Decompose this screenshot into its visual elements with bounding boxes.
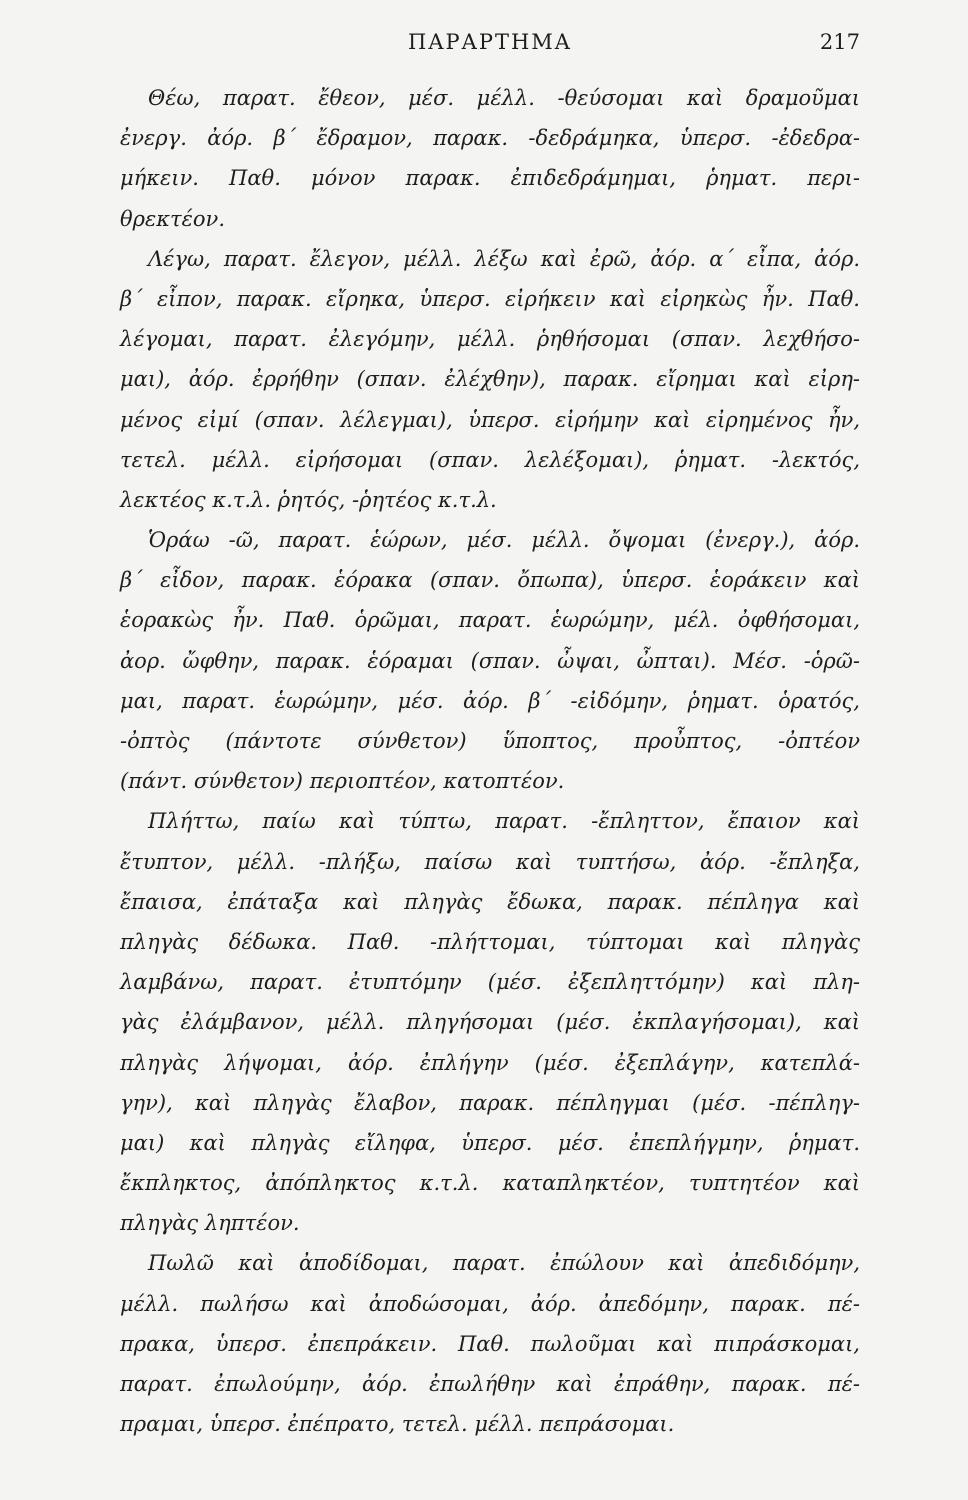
- text-line: γὰς ἐλάμβανον, μέλλ. πληγήσομαι (μέσ. ἐκπλαγήσομαι), καὶ: [120, 1010, 860, 1035]
- text-line: γην), καὶ πληγὰς ἔλαβον, παρακ. πέπληγμαι (μέσ. -πέπληγ-: [120, 1090, 860, 1115]
- text-line: μήκειν. Παθ. μόνον παρακ. ἐπιδεδράμημαι, ῥηματ. περι-: [120, 166, 860, 191]
- text-line: ἀορ. ὤφθην, παρακ. ἑόραμαι (σπαν. ὦψαι, ὦπται). Μέσ. -ὁρῶ-: [120, 648, 860, 673]
- text-line: Ὁράω -ῶ, παρατ. ἑώρων, μέσ. μέλλ. ὄψομαι (ἐνεργ.), ἀόρ.: [148, 528, 860, 553]
- running-title: ΠΑΡΑΡΤΗΜΑ: [408, 30, 572, 54]
- body-text: [120, 78, 860, 1444]
- text-line: Θέω, παρατ. ἔθεον, μέσ. μέλλ. -θεύσομαι καὶ δραμοῦμαι: [148, 86, 860, 110]
- text-line: μαι) καὶ πληγὰς εἴληφα, ὑπερσ. μέσ. ἐπεπλήγμην, ῥηματ.: [120, 1130, 860, 1155]
- text-line: μένος εἰμί (σπαν. λέλεγμαι), ὑπερσ. εἰρήμην καὶ εἰρημένος ἦν,: [120, 407, 860, 432]
- text-line: θρεκτέον.: [120, 206, 225, 231]
- text-line: πληγὰς ληπτέον.: [120, 1211, 300, 1236]
- text-line: Λέγω, παρατ. ἔλεγον, μέλλ. λέξω καὶ ἐρῶ, ἀόρ. α΄ εἶπα, ἀόρ.: [148, 246, 860, 271]
- text-line: μαι, παρατ. ἑωρώμην, μέσ. ἀόρ. β΄ -εἰδόμην, ῥηματ. ὁρατός,: [120, 688, 860, 713]
- text-line: ἔτυπτον, μέλλ. -πλήξω, παίσω καὶ τυπτήσω, ἀόρ. -ἔπληξα,: [120, 849, 860, 874]
- text-line: (πάντ. σύνθετον) περιοπτέον, κατοπτέον.: [120, 769, 565, 794]
- text-line: μαι), ἀόρ. ἐρρήθην (σπαν. ἐλέχθην), παρακ. εἴρημαι καὶ εἰρη-: [120, 367, 860, 392]
- text-line: πρακα, ὑπερσ. ἐπεπράκειν. Παθ. πωλοῦμαι καὶ πιπράσκομαι,: [120, 1331, 860, 1356]
- text-line: ἑορακὼς ἦν. Παθ. ὁρῶμαι, παρατ. ἑωρώμην, μέλ. ὀφθήσομαι,: [120, 608, 860, 633]
- text-line: ἔπαισα, ἐπάταξα καὶ πληγὰς ἔδωκα, παρακ. πέπληγα καὶ: [120, 889, 860, 914]
- text-line: πραμαι, ὑπερσ. ἐπέπρατο, τετελ. μέλλ. πεπράσομαι.: [120, 1412, 675, 1437]
- text-line: μέλλ. πωλήσω καὶ ἀποδώσομαι, ἀόρ. ἀπεδόμην, παρακ. πέ-: [120, 1291, 860, 1316]
- text-line: πληγὰς δέδωκα. Παθ. -πλήττομαι, τύπτομαι καὶ πληγὰς: [120, 929, 860, 954]
- text-line: Πλήττω, παίω καὶ τύπτω, παρατ. -ἔπληττον, ἔπαιον καὶ: [148, 809, 860, 834]
- page-header: [120, 30, 860, 60]
- text-line: β΄ εἶπον, παρακ. εἴρηκα, ὑπερσ. εἰρήκειν καὶ εἰρηκὼς ἦν. Παθ.: [120, 286, 860, 311]
- text-line: λαμβάνω, παρατ. ἐτυπτόμην (μέσ. ἐξεπληττόμην) καὶ πλη-: [120, 970, 860, 995]
- text-line: πληγὰς λήψομαι, ἀόρ. ἐπλήγην (μέσ. ἐξεπλάγην, κατεπλά-: [120, 1050, 860, 1075]
- text-line: β΄ εἶδον, παρακ. ἑόρακα (σπαν. ὄπωπα), ὑπερσ. ἑοράκειν καὶ: [120, 568, 860, 593]
- text-line: -ὀπτὸς (πάντοτε σύνθετον) ὕποπτος, προὖπτος, -ὀπτέον: [120, 729, 860, 753]
- page-number: 217: [819, 30, 860, 54]
- text-line: ἐνεργ. ἀόρ. β΄ ἔδραμον, παρακ. -δεδράμηκα, ὑπερσ. -ἐδεδρα-: [120, 126, 860, 151]
- text-line: τετελ. μέλλ. εἰρήσομαι (σπαν. λελέξομαι), ῥηματ. -λεκτός,: [120, 447, 860, 472]
- text-line: παρατ. ἐπωλούμην, ἀόρ. ἐπωλήθην καὶ ἐπράθην, παρακ. πέ-: [120, 1372, 860, 1396]
- text-line: λέγομαι, παρατ. ἐλεγόμην, μέλλ. ῥηθήσομαι (σπαν. λεχθήσο-: [120, 327, 860, 352]
- text-line: ἔκπληκτος, ἀπόπληκτος κ.τ.λ. καταπληκτέον, τυπτητέον καὶ: [120, 1171, 860, 1196]
- text-line: λεκτέος κ.τ.λ. ῥητός, -ῥητέος κ.τ.λ.: [120, 487, 497, 512]
- text-line: Πωλῶ καὶ ἀποδίδομαι, παρατ. ἐπώλουν καὶ ἀπεδιδόμην,: [148, 1251, 860, 1276]
